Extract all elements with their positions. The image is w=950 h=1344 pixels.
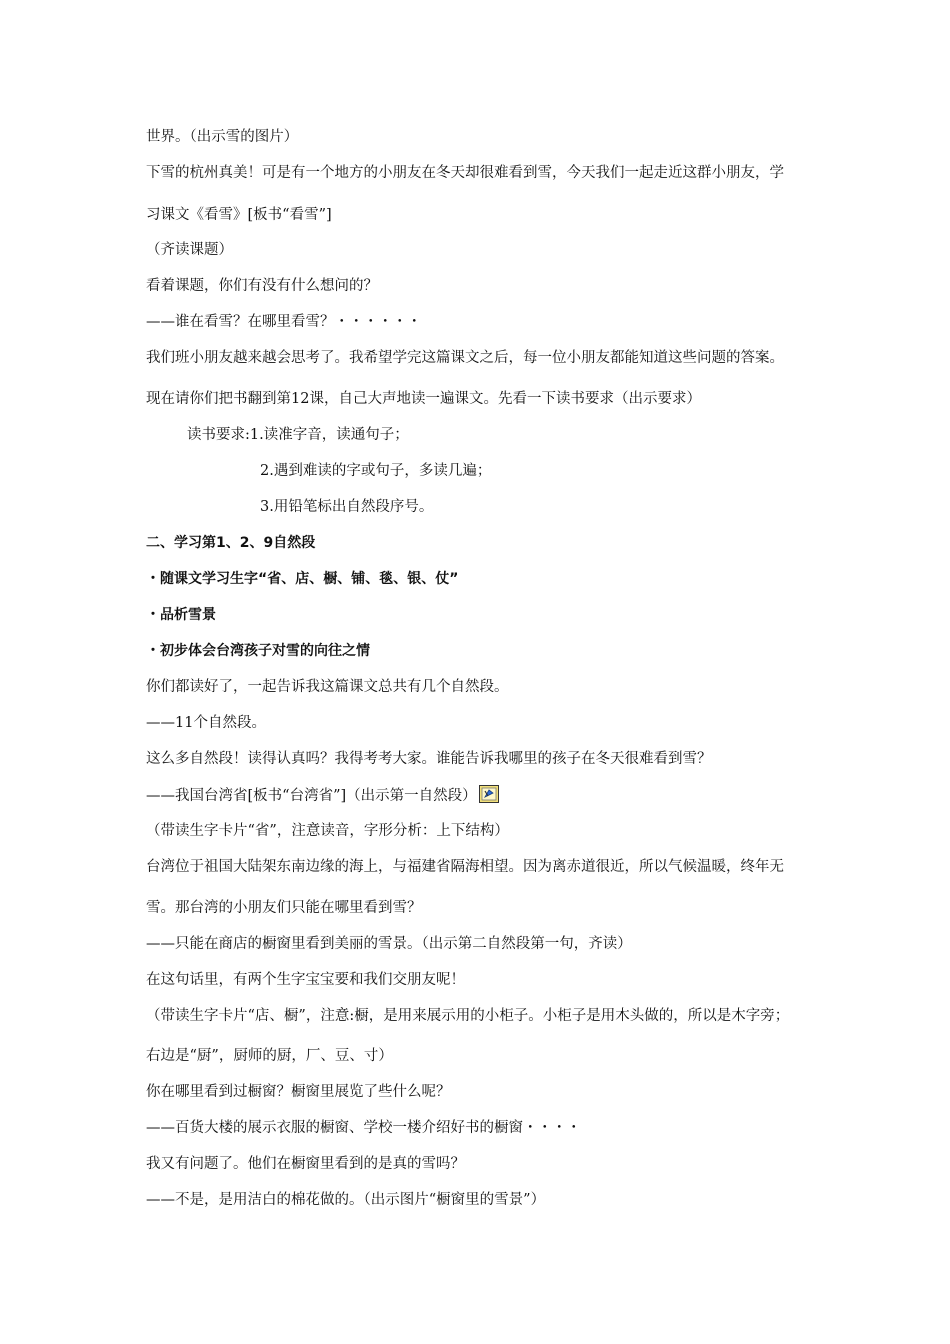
- embedded-document-icon[interactable]: [479, 785, 499, 803]
- text-line-25: （带读生字卡片“店、橱”，注意:橱，是用来展示用的小柜子。小柜子是用木头做的，所以是木字旁；: [146, 1008, 790, 1024]
- text-line-23: ——只能在商店的橱窗里看到美丽的雪景。（出示第二自然段第一句，齐读）: [146, 936, 632, 952]
- reading-requirements: 读书要求:1.读准字音，读通句子；: [187, 427, 409, 443]
- text-line-30: ——不是，是用洁白的棉花做的。（出示图片“橱窗里的雪景”）: [146, 1192, 546, 1208]
- text-line-24: 在这句话里，有两个生字宝宝要和我们交朋友呢！: [146, 972, 465, 988]
- reading-requirement-3: 3.用铅笔标出自然段序号。: [260, 499, 434, 515]
- bullet-item-3: ・初步体会台湾孩子对雪的向往之情: [146, 643, 370, 659]
- text-line-19-text: ——我国台湾省[板书“台湾省”]（出示第一自然段）: [146, 788, 477, 804]
- text-line-7: 我们班小朋友越来越会思考了。我希望学完这篇课文之后，每一位小朋友都能知道这些问题的答案。: [146, 350, 784, 366]
- text-line-6: ——谁在看雪？在哪里看雪？・・・・・・: [146, 314, 422, 330]
- bullet-item-2: ・品析雪景: [146, 607, 216, 623]
- text-line-21: 台湾位于祖国大陆架东南边缘的海上，与福建省隔海相望。因为离赤道很近，所以气候温暖，终年无: [146, 859, 784, 875]
- text-line-29: 我又有问题了。他们在橱窗里看到的是真的雪吗？: [146, 1156, 465, 1172]
- text-line-19: [146, 785, 499, 806]
- reading-requirement-2: 2.遇到难读的字或句子，多读几遍；: [260, 463, 492, 479]
- text-line-4: （齐读课题）: [146, 242, 233, 258]
- text-line-3: 习课文《看雪》[板书“看雪”]: [146, 207, 332, 223]
- text-line-17: ——11个自然段。: [146, 715, 266, 731]
- text-line-8: 现在请你们把书翻到第12课，自己大声地读一遍课文。先看一下读书要求（出示要求）: [146, 391, 701, 407]
- text-line-16: 你们都读好了，一起告诉我这篇课文总共有几个自然段。: [146, 679, 509, 695]
- text-line-18: 这么多自然段！读得认真吗？我得考考大家。谁能告诉我哪里的孩子在冬天很难看到雪？: [146, 751, 712, 767]
- text-line-28: ——百货大楼的展示衣服的橱窗、学校一楼介绍好书的橱窗・・・・: [146, 1120, 581, 1136]
- section-heading: 二、学习第1、2、9自然段: [146, 535, 316, 551]
- text-line-27: 你在哪里看到过橱窗？橱窗里展览了些什么呢？: [146, 1084, 451, 1100]
- bullet-item-1: ・随课文学习生字“省、店、橱、铺、毯、银、仗”: [146, 571, 459, 587]
- text-line-22: 雪。那台湾的小朋友们只能在哪里看到雪？: [146, 900, 422, 916]
- text-line-5: 看着课题，你们有没有什么想问的？: [146, 278, 378, 294]
- text-line-1: 世界。（出示雪的图片）: [146, 129, 299, 145]
- text-line-26: 右边是“厨”，厨师的厨，厂、豆、寸）: [146, 1048, 393, 1064]
- text-line-20: （带读生字卡片“省”，注意读音，字形分析：上下结构）: [146, 823, 509, 839]
- text-line-2: 下雪的杭州真美！可是有一个地方的小朋友在冬天却很难看到雪，今天我们一起走近这群小朋友，学: [146, 165, 784, 181]
